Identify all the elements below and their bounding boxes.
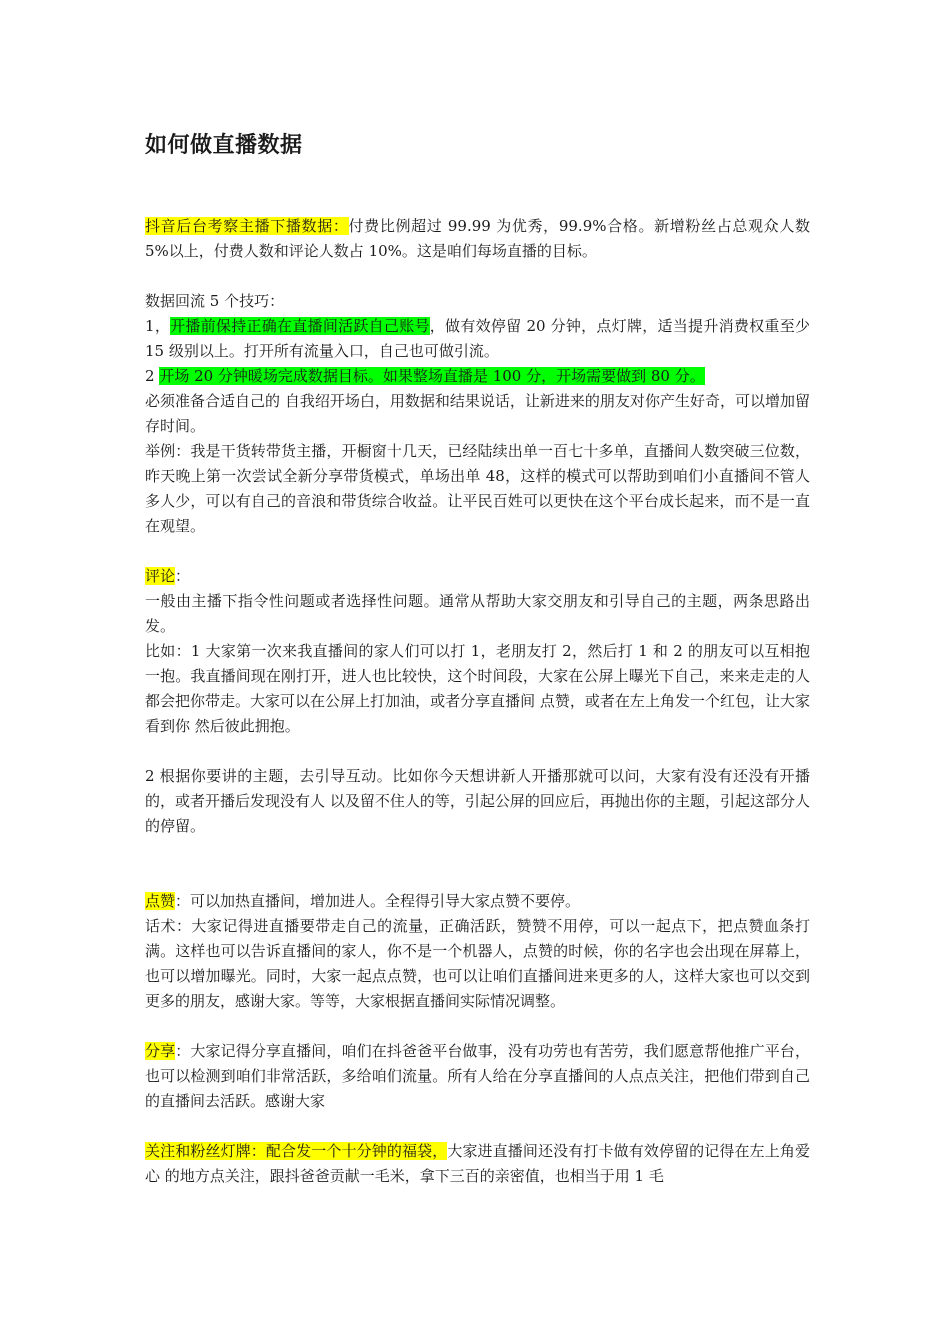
document-body	[145, 214, 810, 1189]
douyin-metrics-label: 抖音后台考察主播下播数据：	[145, 217, 349, 235]
like-label: 点赞	[145, 892, 176, 910]
opening-intro-paragraph: 必须准备合适自己的 自我绍开场白，用数据和结果说话，让新进来的朋友对你产生好奇，可以增加留存时间。	[145, 392, 810, 435]
tip-1	[145, 314, 810, 364]
tip-2-highlight: 开场 20 分钟暖场完成数据目标。如果整场直播是 100 分，开场需要做到 80 分。	[159, 367, 705, 385]
tip-1-highlight: 开播前保持正确在直播间活跃自己账号	[170, 317, 430, 335]
follow-text: 大家进直播间还没有打卡做有效停留的记得在左上角爱心 的地方点关注，跟抖爸爸贡献一毛米，拿下三百的亲密值，也相当于用 1 毛	[145, 1142, 810, 1185]
like-text: ：可以加热直播间，增加进人。全程得引导大家点赞不要停。	[175, 892, 581, 910]
backflow-heading: 数据回流 5 个技巧：	[145, 292, 285, 310]
comment-paragraph-2: 比如：1 大家第一次来我直播间的家人们可以打 1，老朋友打 2，然后打 1 和 2 的朋友可以互相抱一抱。我直播间现在刚打开，进人也比较快，这个时间段，大家在公屏上曝光下自己，来来走走的人都会把你带走。大家可以在公屏上打加油，或者分享直播间 点赞，或者在左上角发一个红包，让大家看到你 然后彼此拥抱。	[145, 642, 810, 735]
example-paragraph: 举例：我是干货转带货主播，开橱窗十几天，已经陆续出单一百七十多单，直播间人数突破三位数，昨天晚上第一次尝试全新分享带货模式，单场出单 48，这样的模式可以帮助到咱们小直播间不管人多人少，可以有自己的音浪和带货综合收益。让平民百姓可以更快在这个平台成长起来，而不是一直在观望。	[145, 442, 810, 535]
comment-label: 评论	[145, 567, 176, 585]
douyin-metrics-paragraph	[145, 214, 810, 264]
follow-paragraph	[145, 1139, 810, 1189]
like-script-paragraph: 话术：大家记得进直播要带走自己的流量，正确活跃，赞赞不用停，可以一起点下，把点赞血条打满。这样也可以告诉直播间的家人，你不是一个机器人，点赞的时候，你的名字也会出现在屏幕上，也可以增加曝光。同时，大家一起点点赞，也可以让咱们直播间进来更多的人，这样大家也可以交到更多的朋友，感谢大家。等等，大家根据直播间实际情况调整。	[145, 917, 810, 1010]
comment-heading	[145, 564, 810, 589]
tip-1-text: ，做有效停留 20 分钟，点灯牌，适当提升消费权重至少 15 级别以上。打开所有流量入口，自己也可做引流。	[145, 317, 810, 360]
comment-colon: ：	[175, 567, 191, 585]
douyin-metrics-text: 付费比例超过 99.99 为优秀，99.9%合格。新增粉丝占总观众人数 5%以上，付费人数和评论人数占 10%。这是咱们每场直播的目标。	[145, 217, 810, 260]
comment-paragraph-1: 一般由主播下指令性问题或者选择性问题。通常从帮助大家交朋友和引导自己的主题，两条思路出发。	[145, 592, 810, 635]
document-title: 如何做直播数据	[145, 133, 303, 158]
follow-label: 关注和粉丝灯牌：配合发一个十分钟的福袋，	[145, 1142, 448, 1160]
share-label: 分享	[145, 1042, 176, 1060]
comment-paragraph-3: 2 根据你要讲的主题，去引导互动。比如你今天想讲新人开播那就可以问，大家有没有还没有开播的，或者开播后发现没有人 以及留不住人的等，引起公屏的回应后，再抛出你的主题，引起这部分人的停留。	[145, 767, 810, 835]
tip-2	[145, 364, 810, 389]
tip-1-number: 1，	[145, 317, 171, 335]
share-paragraph	[145, 1039, 810, 1114]
like-heading	[145, 889, 810, 914]
tip-2-number: 2	[145, 367, 160, 385]
share-text: ：大家记得分享直播间，咱们在抖爸爸平台做事，没有功劳也有苦劳，我们愿意帮他推广平台，也可以检测到咱们非常活跃，多给咱们流量。所有人给在分享直播间的人点点关注，把他们带到自己的直播间去活跃。感谢大家	[145, 1042, 810, 1110]
